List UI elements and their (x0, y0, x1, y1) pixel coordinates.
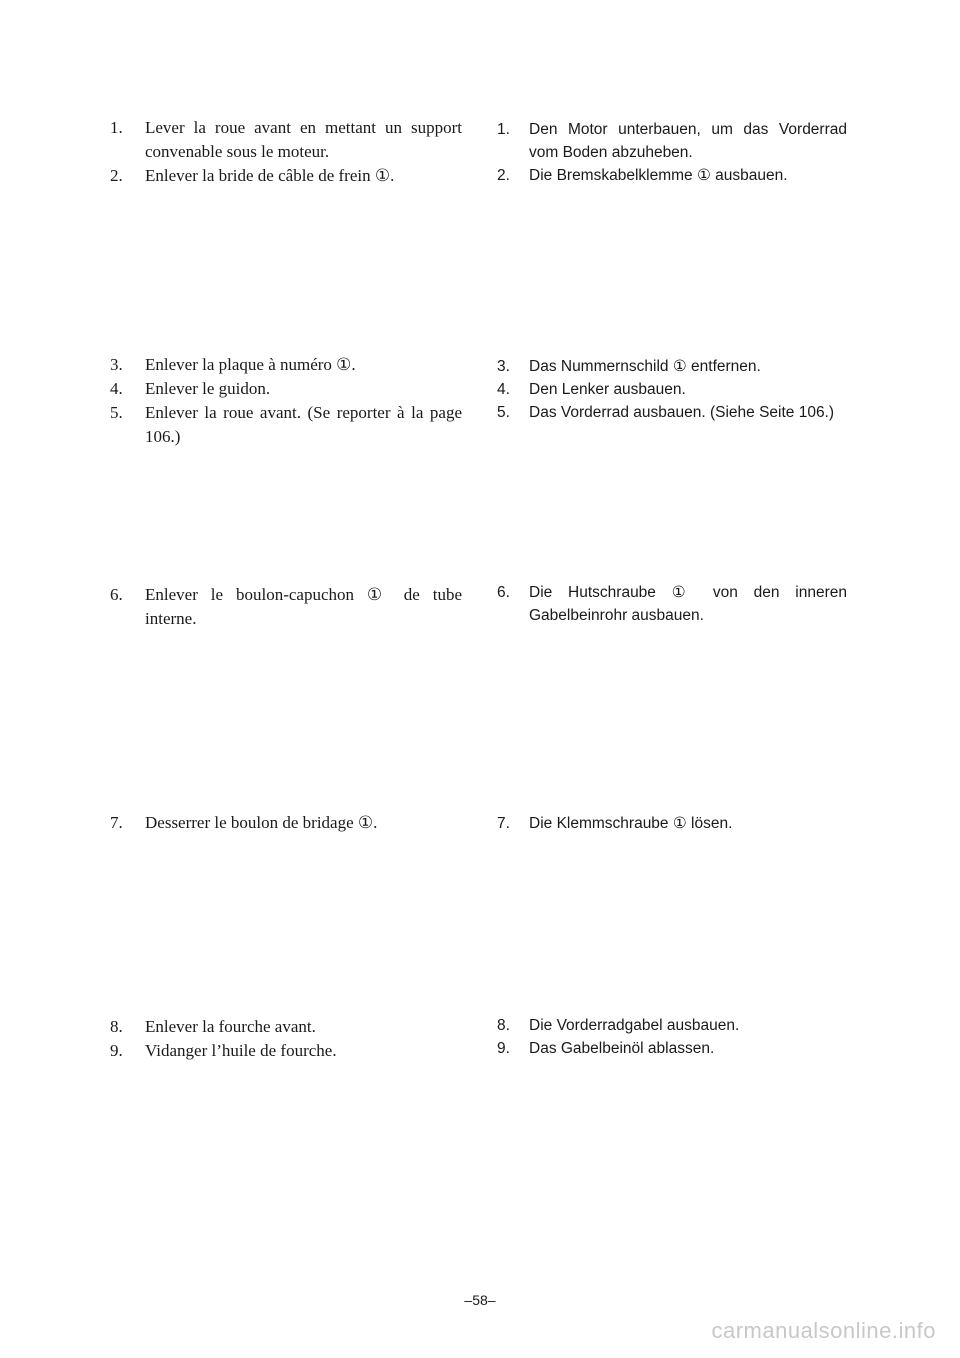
german-block-1 (497, 118, 847, 187)
step-de-2 (497, 164, 847, 187)
step-number: 6. (497, 584, 510, 601)
step-fr-3 (110, 353, 462, 377)
step-number: 5. (497, 404, 510, 421)
step-de-7 (497, 812, 847, 835)
step-fr-9 (110, 1039, 462, 1063)
german-block-3 (497, 581, 847, 627)
step-de-5 (497, 401, 847, 424)
french-block-2 (110, 353, 462, 449)
step-text: Desserrer le boulon de bridage ①. (145, 813, 378, 832)
step-de-4 (497, 378, 847, 401)
step-number: 7. (497, 815, 510, 832)
step-number: 2. (497, 167, 510, 184)
step-text: Den Lenker ausbauen. (529, 381, 686, 398)
step-number: 3. (497, 358, 510, 375)
step-de-9 (497, 1037, 847, 1060)
german-block-4 (497, 812, 847, 835)
step-text: Die Klemmschraube ① lösen. (529, 815, 733, 832)
step-de-6 (497, 581, 847, 627)
step-text: Das Nummernschild ① entfernen. (529, 358, 761, 375)
watermark: carmanualsonline.info (711, 1318, 936, 1343)
step-fr-8 (110, 1015, 462, 1039)
step-number: 4. (497, 381, 510, 398)
step-de-3 (497, 355, 847, 378)
step-text: Enlever la plaque à numéro ①. (145, 355, 356, 374)
step-number: 4. (110, 379, 123, 398)
step-number: 7. (110, 813, 123, 832)
step-number: 2. (110, 166, 123, 185)
step-fr-5 (110, 401, 462, 449)
french-block-5 (110, 1015, 462, 1063)
french-block-4 (110, 811, 462, 835)
step-number: 1. (110, 118, 123, 137)
step-text: Enlever la bride de câble de frein ①. (145, 166, 395, 185)
step-number: 8. (110, 1017, 123, 1036)
step-text: Enlever le guidon. (145, 379, 271, 398)
step-text: Enlever la roue avant. (Se reporter à la page 106.) (145, 403, 462, 446)
step-text: Lever la roue avant en mettant un support convenable sous le moteur. (145, 118, 462, 161)
step-fr-1 (110, 116, 462, 164)
step-fr-7 (110, 811, 462, 835)
step-de-1 (497, 118, 847, 164)
step-text: Die Bremskabelklemme ① ausbauen. (529, 167, 788, 184)
german-block-5 (497, 1014, 847, 1060)
french-block-1 (110, 116, 462, 188)
step-number: 6. (110, 585, 123, 604)
step-number: 5. (110, 403, 123, 422)
step-number: 1. (497, 121, 510, 138)
step-number: 9. (497, 1040, 510, 1057)
step-fr-6 (110, 583, 462, 631)
step-fr-2 (110, 164, 462, 188)
step-text: Den Motor unterbauen, um das Vorderrad vom Boden abzuheben. (529, 121, 847, 161)
step-text: Die Vorderradgabel ausbauen. (529, 1017, 740, 1034)
step-text: Vidanger l’huile de fourche. (145, 1041, 337, 1060)
step-text: Enlever le boulon-capuchon ① de tube interne. (145, 585, 462, 628)
step-text: Die Hutschraube ① von den inneren Gabelbeinrohr ausbauen. (529, 584, 847, 624)
page-number: –58– (464, 1292, 496, 1308)
step-number: 9. (110, 1041, 123, 1060)
step-text: Das Vorderrad ausbauen. (Siehe Seite 106.) (529, 404, 835, 421)
step-text: Das Gabelbeinöl ablassen. (529, 1040, 715, 1057)
step-text: Enlever la fourche avant. (145, 1017, 316, 1036)
step-number: 8. (497, 1017, 510, 1034)
step-number: 3. (110, 355, 123, 374)
step-fr-4 (110, 377, 462, 401)
step-de-8 (497, 1014, 847, 1037)
german-block-2 (497, 355, 847, 424)
french-block-3 (110, 583, 462, 631)
